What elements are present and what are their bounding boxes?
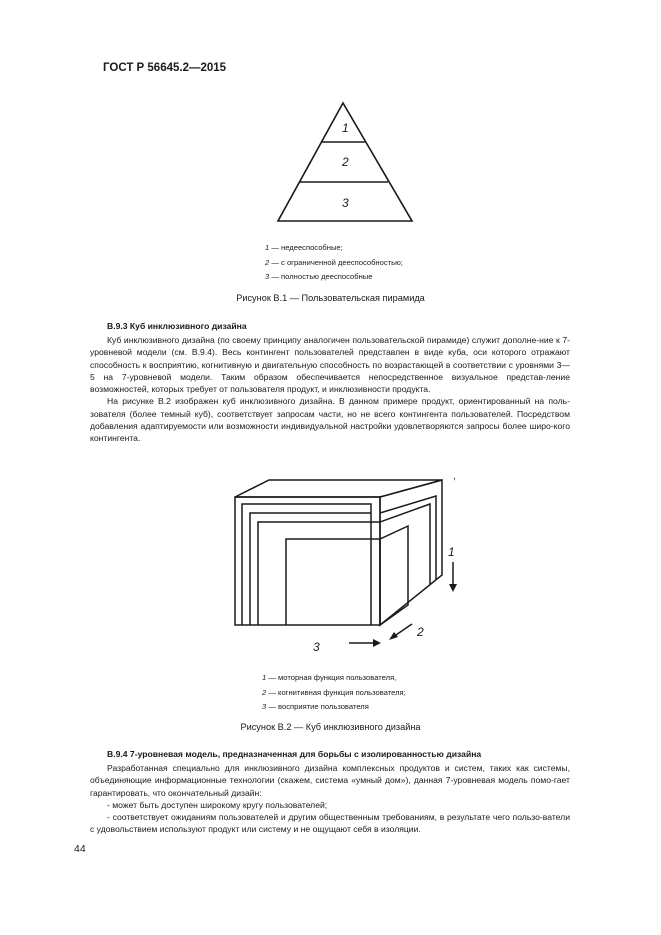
figure1-caption: Рисунок В.1 — Пользовательская пирамида (236, 293, 425, 303)
stray-mark: , (453, 471, 456, 482)
figure1-legend (265, 241, 403, 285)
axis-2-arrowhead (389, 632, 398, 640)
axis-label-2: 2 (417, 625, 424, 639)
inner-cube-right (380, 526, 408, 625)
axis-3-arrowhead (373, 639, 381, 647)
document-header: ГОСТ Р 56645.2—2015 (103, 62, 227, 74)
figure2-legend (262, 671, 406, 715)
section-b94-title: В.9.4 7-уровневая модель, предназначенная для борьбы с изолированностью дизайна (107, 749, 482, 759)
axis-label-3: 3 (313, 640, 320, 654)
nested-outline-3 (258, 522, 380, 625)
pyramid-level-3: 3 (342, 196, 349, 210)
figure2-caption: Рисунок В.2 — Куб инклюзивного дизайна (240, 722, 421, 732)
paragraph: Разработанная специально для инклюзивного дизайна комплексных продуктов и систем, таких как системы, объединяющие информационные технологии (скажем, система «умный дом»), данная 7-уровневая модель помо-гает гарантировать, что окончательный дизайн: (90, 763, 570, 798)
inclusive-design-cube-figure (230, 480, 470, 660)
axis-1-arrowhead (449, 584, 457, 592)
section-b94-body (90, 762, 570, 836)
paragraph: На рисунке В.2 изображен куб инклюзивного дизайна. В данном примере продукт, ориентированный на поль-зователя (более темный куб), соответствует запросам части, но не всего контингента пользователей. Посредством добавления адаптируемости или возможности индивидуальной настройки удовлетворяются запросы более широ-кого контингента. (90, 396, 570, 444)
inner-cube-front (286, 539, 380, 625)
section-b93-body (90, 334, 570, 445)
paragraph: Куб инклюзивного дизайна (по своему принципу аналогичен пользовательской пирамиде) служит дополне-ние к 7-уровневой модели (см. В.9.4). Весь контингент пользователей представлен в виде куба, оси которого отражают способность к восприятию, когнитивную и двигательную способность по возрастающей в соответствии с уровнями 3—5 на 7-уровневой модели. Таким образом обеспечивается непосредственное визуальное представ-ление возможностей, которых требует от пользователя продукт, и инклюзивности продукта. (90, 335, 570, 395)
cube-front-outer (235, 497, 380, 625)
legend-item: 2 — с ограниченной дееспособностью; (265, 257, 403, 267)
bullet-item: - соответствует ожиданиям пользователей и другим общественным требованиям, в результате чего пользо-ватели с удовольствием используют продукт или систему и не ощущают себя в изоляции. (90, 812, 570, 835)
user-pyramid-figure (270, 100, 420, 225)
page-number: 44 (74, 843, 86, 855)
legend-item: 2 — когнитивная функция пользователя; (262, 687, 406, 697)
legend-item: 1 — моторная функция пользователя, (262, 673, 397, 682)
pyramid-level-1: 1 (342, 121, 349, 135)
right-nested-1 (380, 504, 430, 584)
cube-right-face (380, 480, 442, 625)
nested-outline-2 (250, 513, 371, 625)
legend-item: 3 — восприятие пользователя (262, 702, 369, 711)
bullet-item: - может быть доступен широкому кругу пользователей; (107, 799, 328, 810)
pyramid-level-2: 2 (342, 155, 349, 169)
legend-item: 1 — недееспособные; (265, 243, 343, 252)
legend-item: 3 — полностью дееспособные (265, 272, 373, 281)
axis-label-1: 1 (448, 545, 455, 559)
section-b93-title: В.9.3 Куб инклюзивного дизайна (107, 321, 247, 331)
